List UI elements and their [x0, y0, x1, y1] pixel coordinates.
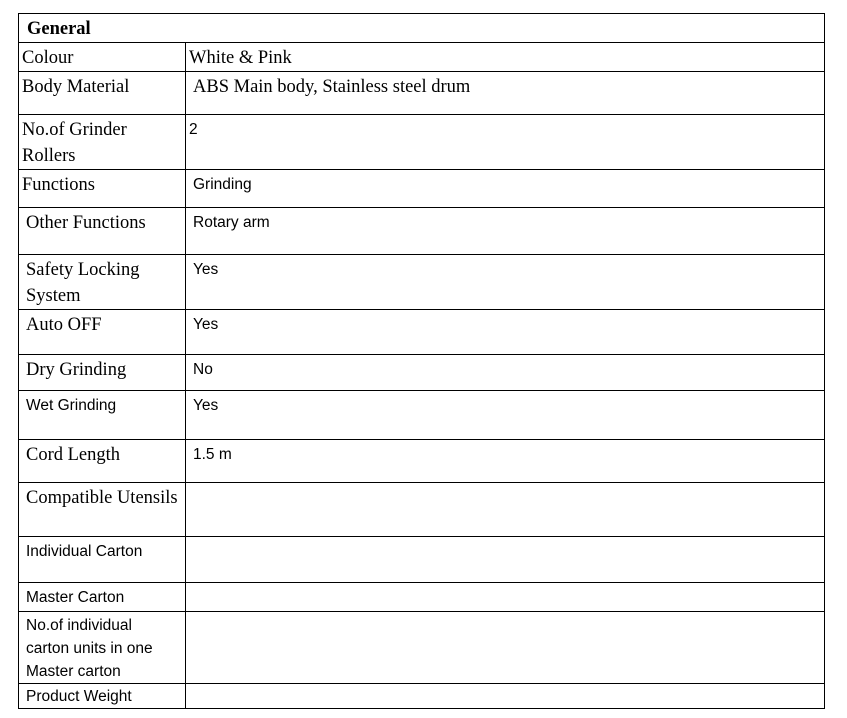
row-value: Grinding — [186, 170, 825, 208]
row-value — [186, 684, 825, 709]
table-header-row — [19, 14, 825, 43]
row-label: No.of individual carton units in one Master carton — [19, 612, 186, 684]
row-label: Dry Grinding — [19, 355, 186, 391]
row-label: Cord Length — [19, 440, 186, 483]
row-label: Master Carton — [19, 583, 186, 612]
table-row — [19, 170, 825, 208]
row-label: Other Functions — [19, 208, 186, 255]
table-row — [19, 483, 825, 537]
table-row — [19, 43, 825, 72]
table-row — [19, 255, 825, 310]
row-label: Body Material — [19, 72, 186, 115]
table-row — [19, 115, 825, 170]
row-value: 2 — [186, 115, 825, 170]
row-label: Auto OFF — [19, 310, 186, 355]
row-value: ABS Main body, Stainless steel drum — [186, 72, 825, 115]
table-row — [19, 310, 825, 355]
row-label: No.of Grinder Rollers — [19, 115, 186, 170]
row-label: Functions — [19, 170, 186, 208]
row-value: White & Pink — [186, 43, 825, 72]
table-row — [19, 391, 825, 440]
spec-table — [18, 13, 825, 709]
row-value — [186, 583, 825, 612]
row-value: 1.5 m — [186, 440, 825, 483]
table-row — [19, 355, 825, 391]
row-label: Individual Carton — [19, 537, 186, 583]
table-row — [19, 208, 825, 255]
table-row — [19, 537, 825, 583]
row-value: Yes — [186, 310, 825, 355]
table-row — [19, 72, 825, 115]
table-header: General — [19, 14, 825, 43]
row-value — [186, 612, 825, 684]
row-label: Safety Locking System — [19, 255, 186, 310]
table-row — [19, 612, 825, 684]
row-value: Rotary arm — [186, 208, 825, 255]
row-value: No — [186, 355, 825, 391]
table-row — [19, 684, 825, 709]
row-label: Compatible Utensils — [19, 483, 186, 537]
row-label: Colour — [19, 43, 186, 72]
row-value: Yes — [186, 255, 825, 310]
row-value — [186, 483, 825, 537]
row-label: Wet Grinding — [19, 391, 186, 440]
row-value: Yes — [186, 391, 825, 440]
table-row — [19, 583, 825, 612]
row-value — [186, 537, 825, 583]
table-row — [19, 440, 825, 483]
row-label: Product Weight — [19, 684, 186, 709]
